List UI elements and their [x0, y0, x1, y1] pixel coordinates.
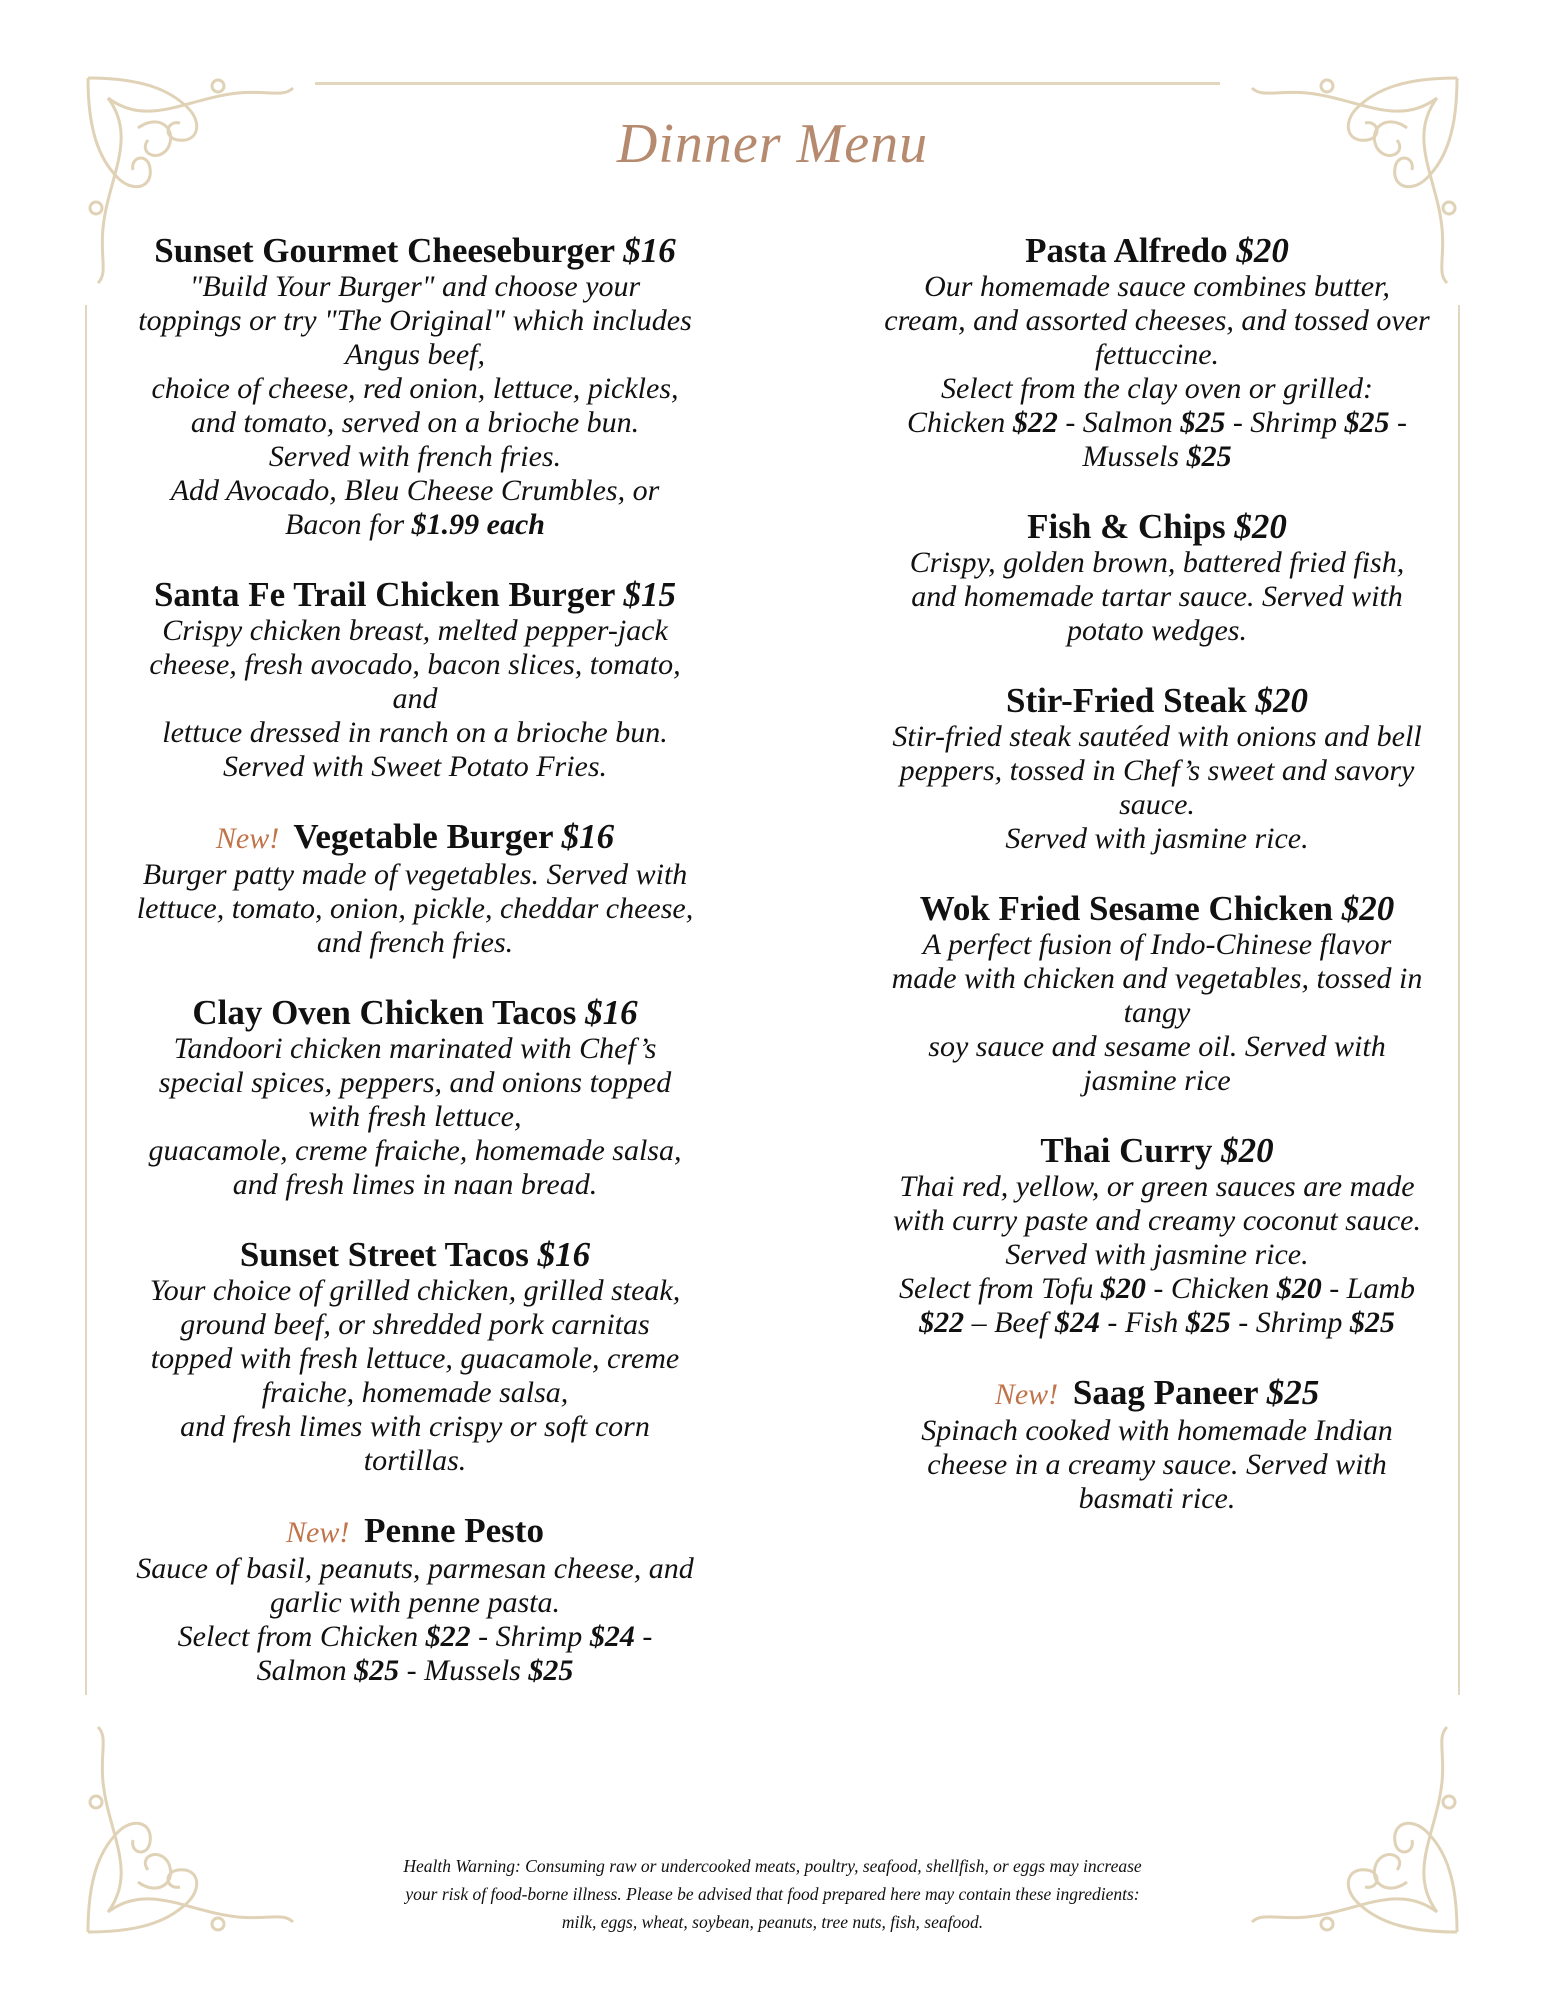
option-price: $24 — [589, 1620, 635, 1653]
desc-line: and tomato, served on a brioche bun. — [190, 406, 640, 439]
item-price: $20 — [1236, 231, 1289, 270]
new-badge: New! — [215, 822, 280, 855]
footer-line: Health Warning: Consuming raw or undercooked meats, poultry, seafood, shellfish, or eggs may increase — [403, 1856, 1142, 1876]
desc-line: fettuccine. — [1094, 338, 1220, 371]
menu-item — [90, 232, 740, 542]
desc-line: cheese, fresh avocado, bacon slices, tomato, — [149, 648, 681, 681]
item-description — [90, 858, 740, 960]
item-name: Stir-Fried Steak — [1006, 681, 1247, 720]
desc-line — [832, 1272, 1482, 1306]
desc-line: cream, and assorted cheeses, and tossed over — [884, 304, 1430, 337]
option-price: $22 — [425, 1620, 471, 1653]
item-name: Wok Fried Sesame Chicken — [919, 889, 1333, 928]
desc-line — [832, 406, 1482, 440]
option-price: $22 — [919, 1306, 965, 1339]
desc-text: Select from Chicken — [177, 1620, 426, 1653]
desc-line: Your choice of grilled chicken, grilled steak, — [149, 1274, 681, 1307]
footer-line: your risk of food-borne illness. Please be advised that food prepared here may contain these ingredients: — [405, 1884, 1140, 1904]
menu-item — [832, 1132, 1482, 1340]
desc-line — [90, 1654, 740, 1688]
item-name: Fish & Chips — [1027, 507, 1226, 546]
menu-item — [832, 1374, 1482, 1516]
item-name: Sunset Gourmet Cheeseburger — [154, 231, 615, 270]
desc-line: made with chicken and vegetables, tossed in — [891, 962, 1423, 995]
desc-line: guacamole, creme fraiche, homemade salsa, — [148, 1134, 682, 1167]
new-badge: New! — [994, 1378, 1059, 1411]
option-price: $25 — [528, 1654, 574, 1687]
desc-text: Select from Tofu — [898, 1272, 1101, 1305]
item-title — [90, 818, 740, 858]
page-title: Dinner Menu — [616, 113, 929, 175]
item-price: $16 — [585, 993, 638, 1032]
desc-line — [832, 440, 1482, 474]
item-price: $20 — [1341, 889, 1395, 928]
corner-ornament-bottom-right — [1237, 1712, 1467, 1942]
desc-line: ground beef, or shredded pork carnitas — [180, 1308, 650, 1341]
item-title — [832, 232, 1482, 270]
item-price: $20 — [1255, 681, 1308, 720]
menu-item — [832, 682, 1482, 856]
desc-line: Sauce of basil, peanuts, parmesan cheese, and — [136, 1552, 694, 1585]
item-name: Clay Oven Chicken Tacos — [192, 993, 577, 1032]
desc-line: jasmine rice — [1083, 1064, 1231, 1097]
desc-line: and fresh limes with crispy or soft corn — [180, 1410, 650, 1443]
option-price: $20 — [1100, 1272, 1146, 1305]
new-badge: New! — [286, 1516, 350, 1549]
desc-line: Spinach cooked with homemade Indian — [921, 1414, 1393, 1447]
item-description — [832, 270, 1482, 474]
menu-item — [832, 508, 1482, 648]
item-title — [90, 576, 740, 614]
item-title — [90, 1236, 740, 1274]
desc-line: Select from the clay oven or grilled: — [940, 372, 1374, 405]
option-price: $25 — [1180, 406, 1226, 439]
option-price: $25 — [1344, 406, 1390, 439]
desc-line: tortillas. — [363, 1444, 467, 1477]
item-title — [832, 1374, 1482, 1414]
item-price: $15 — [623, 575, 677, 614]
desc-text: - Chicken — [1145, 1272, 1277, 1305]
desc-line: Angus beef, — [345, 338, 485, 371]
menu-item — [832, 890, 1482, 1098]
desc-text: - Shrimp — [1225, 406, 1345, 439]
desc-text: Salmon — [256, 1654, 355, 1687]
item-description — [90, 1274, 740, 1478]
desc-line — [90, 1620, 740, 1654]
desc-text: - — [634, 1620, 653, 1653]
desc-text: - Fish — [1099, 1306, 1186, 1339]
item-price: $16 — [537, 1235, 591, 1274]
health-warning — [310, 1852, 1235, 1936]
item-name: Saag Paneer — [1072, 1373, 1258, 1412]
desc-text: Mussels — [1082, 440, 1187, 473]
frame-line-left — [85, 305, 87, 1695]
item-description — [90, 270, 740, 542]
desc-line: lettuce dressed in ranch on a brioche bun. — [162, 716, 668, 749]
desc-text: - Salmon — [1057, 406, 1181, 439]
addon-price: $1.99 each — [411, 508, 545, 541]
desc-line: toppings or try "The Original" which includes — [138, 304, 692, 337]
desc-line: fraiche, homemade salsa, — [261, 1376, 569, 1409]
item-description — [90, 1032, 740, 1202]
menu-column-right — [832, 232, 1482, 1550]
desc-line: Served with french fries. — [268, 440, 562, 473]
item-description — [832, 928, 1482, 1098]
desc-text: - — [1389, 406, 1407, 439]
item-description — [832, 546, 1482, 648]
desc-line: Add Avocado, Bleu Cheese Crumbles, or — [170, 474, 660, 507]
item-name: Santa Fe Trail Chicken Burger — [153, 575, 615, 614]
desc-line: with fresh lettuce, — [308, 1100, 522, 1133]
item-name: Thai Curry — [1040, 1131, 1213, 1170]
item-title — [832, 890, 1482, 928]
item-description — [90, 614, 740, 784]
menu-column-left — [90, 232, 740, 1722]
item-description — [90, 1552, 740, 1688]
desc-text: - Shrimp — [470, 1620, 590, 1653]
desc-line: Served with jasmine rice. — [1005, 1238, 1309, 1271]
item-description — [832, 1170, 1482, 1340]
item-title — [90, 1512, 740, 1552]
option-price: $24 — [1054, 1306, 1100, 1339]
desc-line: tangy — [1123, 996, 1191, 1029]
flourish-icon — [78, 1712, 308, 1942]
item-price: $16 — [561, 817, 615, 856]
menu-item — [90, 576, 740, 784]
item-price: $20 — [1221, 1131, 1274, 1170]
desc-text: - Mussels — [399, 1654, 529, 1687]
item-price: $20 — [1234, 507, 1287, 546]
desc-line: choice of cheese, red onion, lettuce, pickles, — [151, 372, 679, 405]
flourish-icon — [1237, 1712, 1467, 1942]
item-price: $16 — [623, 231, 676, 270]
desc-line: Tandoori chicken marinated with Chef’s — [173, 1032, 657, 1065]
option-price: $25 — [1349, 1306, 1395, 1339]
menu-item — [832, 232, 1482, 474]
desc-line: and homemade tartar sauce. Served with — [911, 580, 1403, 613]
desc-line: cheese in a creamy sauce. Served with — [927, 1448, 1387, 1481]
desc-text: Chicken — [907, 406, 1013, 439]
desc-line: A perfect fusion of Indo-Chinese flavor — [922, 928, 1392, 961]
desc-line: and fresh limes in naan bread. — [232, 1168, 598, 1201]
desc-line: peppers, tossed in Chef’s sweet and savory — [899, 754, 1415, 787]
desc-line: basmati rice. — [1078, 1482, 1236, 1515]
menu-item — [90, 1512, 740, 1688]
desc-text: Bacon for — [285, 508, 412, 541]
desc-line — [832, 1306, 1482, 1340]
item-title — [90, 994, 740, 1032]
item-title — [832, 508, 1482, 546]
desc-line: Burger patty made of vegetables. Served with — [142, 858, 688, 891]
desc-line: Our homemade sauce combines butter, — [924, 270, 1390, 303]
desc-line: special spices, peppers, and onions topped — [158, 1066, 672, 1099]
desc-line: lettuce, tomato, onion, pickle, cheddar cheese, — [136, 892, 694, 925]
desc-line: topped with fresh lettuce, guacamole, creme — [150, 1342, 680, 1375]
option-price: $25 — [1185, 1306, 1231, 1339]
footer-line: milk, eggs, wheat, soybean, peanuts, tree nuts, fish, seafood. — [561, 1912, 984, 1932]
item-title — [90, 232, 740, 270]
desc-line: Thai red, yellow, or green sauces are made — [899, 1170, 1415, 1203]
item-name: Pasta Alfredo — [1025, 231, 1228, 270]
desc-line: garlic with penne pasta. — [270, 1586, 560, 1619]
item-name: Penne Pesto — [364, 1511, 544, 1550]
item-name: Sunset Street Tacos — [239, 1235, 529, 1274]
item-price: $25 — [1266, 1373, 1320, 1412]
desc-text: – Beef — [964, 1306, 1055, 1339]
item-description — [832, 720, 1482, 856]
option-price: $20 — [1276, 1272, 1322, 1305]
item-description — [832, 1414, 1482, 1516]
desc-line: Crispy chicken breast, melted pepper-jack — [162, 614, 668, 647]
option-price: $22 — [1012, 406, 1058, 439]
option-price: $25 — [1186, 440, 1232, 473]
desc-line: soy sauce and sesame oil. Served with — [928, 1030, 1386, 1063]
option-price: $25 — [354, 1654, 400, 1687]
desc-line: sauce. — [1119, 788, 1195, 821]
menu-item — [90, 818, 740, 960]
desc-line: and — [392, 682, 438, 715]
desc-line: potato wedges. — [1067, 614, 1247, 647]
desc-line: with curry paste and creamy coconut sauce. — [893, 1204, 1421, 1237]
desc-line: Stir-fried steak sautéed with onions and bell — [892, 720, 1422, 753]
item-title — [832, 1132, 1482, 1170]
frame-line-top — [315, 82, 1220, 85]
desc-text: - Shrimp — [1230, 1306, 1350, 1339]
item-name: Vegetable Burger — [293, 817, 553, 856]
desc-line — [90, 508, 740, 542]
menu-item — [90, 1236, 740, 1478]
desc-line: Crispy, golden brown, battered fried fish, — [909, 546, 1405, 579]
desc-line: "Build Your Burger" and choose your — [189, 270, 641, 303]
corner-ornament-bottom-left — [78, 1712, 308, 1942]
desc-line: and french fries. — [316, 926, 514, 959]
desc-line: Served with Sweet Potato Fries. — [222, 750, 608, 783]
desc-text: - Lamb — [1321, 1272, 1416, 1305]
item-title — [832, 682, 1482, 720]
desc-line: Served with jasmine rice. — [1005, 822, 1309, 855]
menu-item — [90, 994, 740, 1202]
